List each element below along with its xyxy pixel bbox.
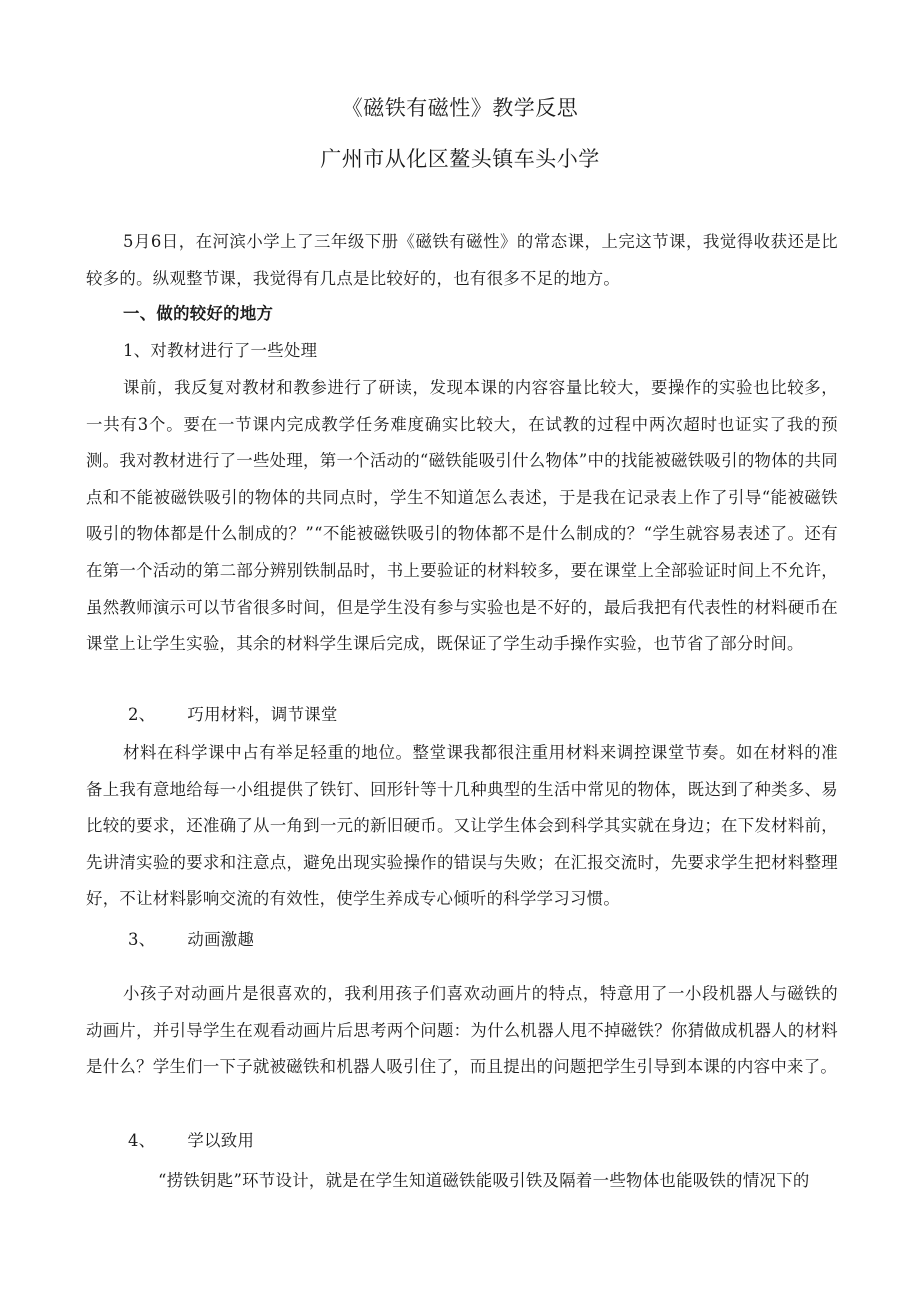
- intro-paragraph: 5月6日，在河滨小学上了三年级下册《磁铁有磁性》的常态课，上完这节课，我觉得收获还是比较多的。纵观整节课，我觉得有几点是比较好的，也有很多不足的地方。: [86, 232, 838, 288]
- item-1-body: 课前，我反复对教材和教参进行了研读，发现本课的内容容量比较大，要操作的实验也比较多，一共有3个。要在一节课内完成教学任务难度确实比较大，在试教的过程中两次超时也证实了我的预测。我对教材进行了一些处理，第一个活动的“磁铁能吸引什么物体”中的找能被磁铁吸引的物体的共同点和不能被磁铁吸引的物体的共同点时，学生不知道怎么表述，于是我在记录表上作了引导“能被磁铁吸引的物体都是什么制成的？”“不能被磁铁吸引的物体都不是什么制成的？“学生就容易表述了。还有在第一个活动的第二部分辨别铁制品时，书上要验证的材料较多，要在课堂上全部验证时间上不允许，虽然教师演示可以节省很多时间，但是学生没有参与实验也是不好的，最后我把有代表性的材料硬币在课堂上让学生实验，其余的材料学生课后完成，既保证了学生动手操作实验，也节省了部分时间。: [86, 378, 838, 654]
- item-2-body: 材料在科学课中占有举足轻重的地位。整堂课我都很注重用材料来调控课堂节奏。如在材料的准备上我有意地给每一小组提供了铁钉、回形针等十几种典型的生活中常见的物体，既达到了种类多、易比较的要求，还准确了从一角到一元的新旧硬币。又让学生体会到科学其实就在身边；在下发材料前，先讲清实验的要求和注意点，避免出现实验操作的错误与失败；在汇报交流时，先要求学生把材料整理好，不让材料影响交流的有效性，使学生养成专心倾听的科学学习习惯。: [86, 743, 838, 909]
- item-1-title: 1、对教材进行了一些处理: [123, 341, 318, 360]
- item-3-title: 动画激趣: [187, 930, 255, 949]
- section-heading-1: 一、做的较好的地方: [123, 304, 274, 323]
- item-4-title: 学以致用: [187, 1131, 255, 1150]
- item-4-body: “捞铁钥匙”环节设计，就是在学生知道磁铁能吸引铁及隔着一些物体也能吸铁的情况下的: [158, 1171, 810, 1190]
- item-2-title: 巧用材料，调节课堂: [187, 705, 338, 724]
- document-title: 《磁铁有磁性》教学反思: [341, 96, 579, 120]
- school-name: 广州市从化区鳌头镇车头小学: [320, 147, 600, 171]
- item-3-body: 小孩子对动画片是很喜欢的，我利用孩子们喜欢动画片的特点，特意用了一小段机器人与磁铁的动画片，并引导学生在观看动画片后思考两个问题：为什么机器人甩不掉磁铁？你猜做成机器人的材料是什么？学生们一下子就被磁铁和机器人吸引住了，而且提出的问题把学生引导到本课的内容中来了。: [86, 984, 838, 1077]
- item-4-number: 4、: [128, 1131, 156, 1150]
- item-4-heading: [86, 1123, 838, 1160]
- item-2-heading: [86, 697, 838, 734]
- item-2-number: 2、: [128, 705, 156, 724]
- item-3-number: 3、: [128, 930, 156, 949]
- item-3-heading: [86, 922, 838, 959]
